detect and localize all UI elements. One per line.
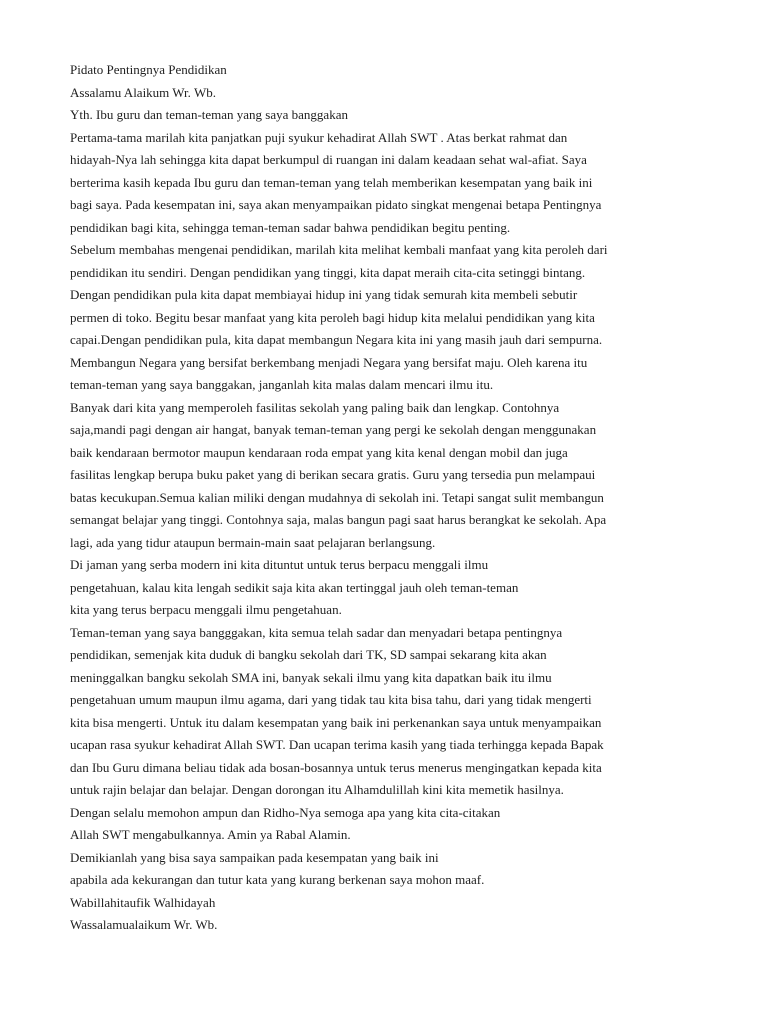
text-line: kita yang terus berpacu menggali ilmu pengetahuan. [70,602,342,617]
text-line: dan Ibu Guru dimana beliau tidak ada bosan-bosannya untuk terus menerus mengingatkan kepada kita [70,759,602,775]
text-line: semangat belajar yang tinggi. Contohnya saja, malas bangun pagi saat harus berangkat ke sekolah. Apa [70,512,607,527]
text-line: Wabillahitaufik Walhidayah [70,894,216,910]
text-line: Di jaman yang serba modern ini kita dituntut untuk terus berpacu menggali ilmu [70,557,489,572]
text-line: ucapan rasa syukur kehadirat Allah SWT. Dan ucapan terima kasih yang tiada terhingga kepada Bapak [70,737,604,752]
text-line: Membangun Negara yang bersifat berkembang menjadi Negara yang bersifat maju. Oleh karena itu [70,354,588,370]
document-title: Pidato Pentingnya Pendidikan [70,62,227,77]
text-line: apabila ada kekurangan dan tutur kata yang kurang berkenan saya mohon maaf. [70,872,485,887]
text-line: Wassalamualaikum Wr. Wb. [70,917,218,932]
text-line: teman-teman yang saya banggakan, janganlah kita malas dalam mencari ilmu itu. [70,377,494,392]
text-line: baik kendaraan bermotor maupun kendaraan roda empat yang kita kenal dengan mobil dan juga [70,444,568,460]
text-line: kita bisa mengerti. Untuk itu dalam kesempatan yang baik ini perkenankan saya untuk menyampaikan [70,714,602,730]
text-line: pendidikan, semenjak kita duduk di bangku sekolah dari TK, SD sampai sekarang kita akan [70,647,547,662]
text-line: Pertama-tama marilah kita panjatkan puji syukur kehadirat Allah SWT . Atas berkat rahmat dan [70,129,568,145]
text-line: hidayah-Nya lah sehingga kita dapat berkumpul di ruangan ini dalam keadaan sehat wal-afiat. Saya [70,152,587,167]
text-line: Dengan selalu memohon ampun dan Ridho-Nya semoga apa yang kita cita-citakan [70,804,501,820]
text-line: Yth. Ibu guru dan teman-teman yang saya banggakan [70,107,348,122]
text-line: Dengan pendidikan pula kita dapat membiayai hidup ini yang tidak semurah kita membeli sebutir [70,287,578,302]
text-line: fasilitas lengkap berupa buku paket yang di berikan secara gratis. Guru yang tersedia pun melampaui [70,467,596,482]
text-line: pendidikan itu sendiri. Dengan pendidikan yang tinggi, kita dapat meraih cita-cita setinggi bintang. [70,264,586,280]
document-body [70,59,710,937]
text-line: Assalamu Alaikum Wr. Wb. [70,84,216,100]
text-line: saja,mandi pagi dengan air hangat, banyak teman-teman yang pergi ke sekolah dengan menggunakan [70,422,597,437]
text-line: bagi saya. Pada kesempatan ini, saya akan menyampaikan pidato singkat mengenai betapa Pentingnya [70,197,602,212]
text-line: Banyak dari kita yang memperoleh fasilitas sekolah yang paling baik dan lengkap. Contohnya [70,399,560,415]
text-line: capai.Dengan pendidikan pula, kita dapat membangun Negara kita ini yang masih jauh dari sempurna. [70,332,603,347]
text-line: berterima kasih kepada Ibu guru dan teman-teman yang telah memberikan kesempatan yang baik ini [70,174,593,190]
text-line: pendidikan bagi kita, sehingga teman-teman sadar bahwa pendidikan begitu penting. [70,219,511,235]
text-line: untuk rajin belajar dan belajar. Dengan dorongan itu Alhamdulillah kini kita memetik hasilnya. [70,782,564,797]
text-line: pengetahuan, kalau kita lengah sedikit saja kita akan tertinggal jauh oleh teman-teman [70,579,519,595]
text-line: pengetahuan umum maupun ilmu agama, dari yang tidak tau kita bisa tahu, dari yang tidak mengerti [70,692,592,707]
text-line: Teman-teman yang saya bangggakan, kita semua telah sadar dan menyadari betapa pentingnya [70,624,563,640]
text-line: permen di toko. Begitu besar manfaat yang kita peroleh bagi hidup kita melalui pendidikan yang kita [70,309,595,325]
text-line: Allah SWT mengabulkannya. Amin ya Rabal Alamin. [70,827,351,842]
text-line: lagi, ada yang tidur ataupun bermain-main saat pelajaran berlangsung. [70,534,436,550]
text-line: meninggalkan bangku sekolah SMA ini, banyak sekali ilmu yang kita dapatkan baik itu ilmu [70,669,552,685]
text-line: batas kecukupan.Semua kalian miliki dengan mudahnya di sekolah ini. Tetapi sangat sulit membangun [70,489,604,505]
text-line: Demikianlah yang bisa saya sampaikan pada kesempatan yang baik ini [70,849,439,865]
text-line: Sebelum membahas mengenai pendidikan, marilah kita melihat kembali manfaat yang kita peroleh dari [70,242,608,257]
